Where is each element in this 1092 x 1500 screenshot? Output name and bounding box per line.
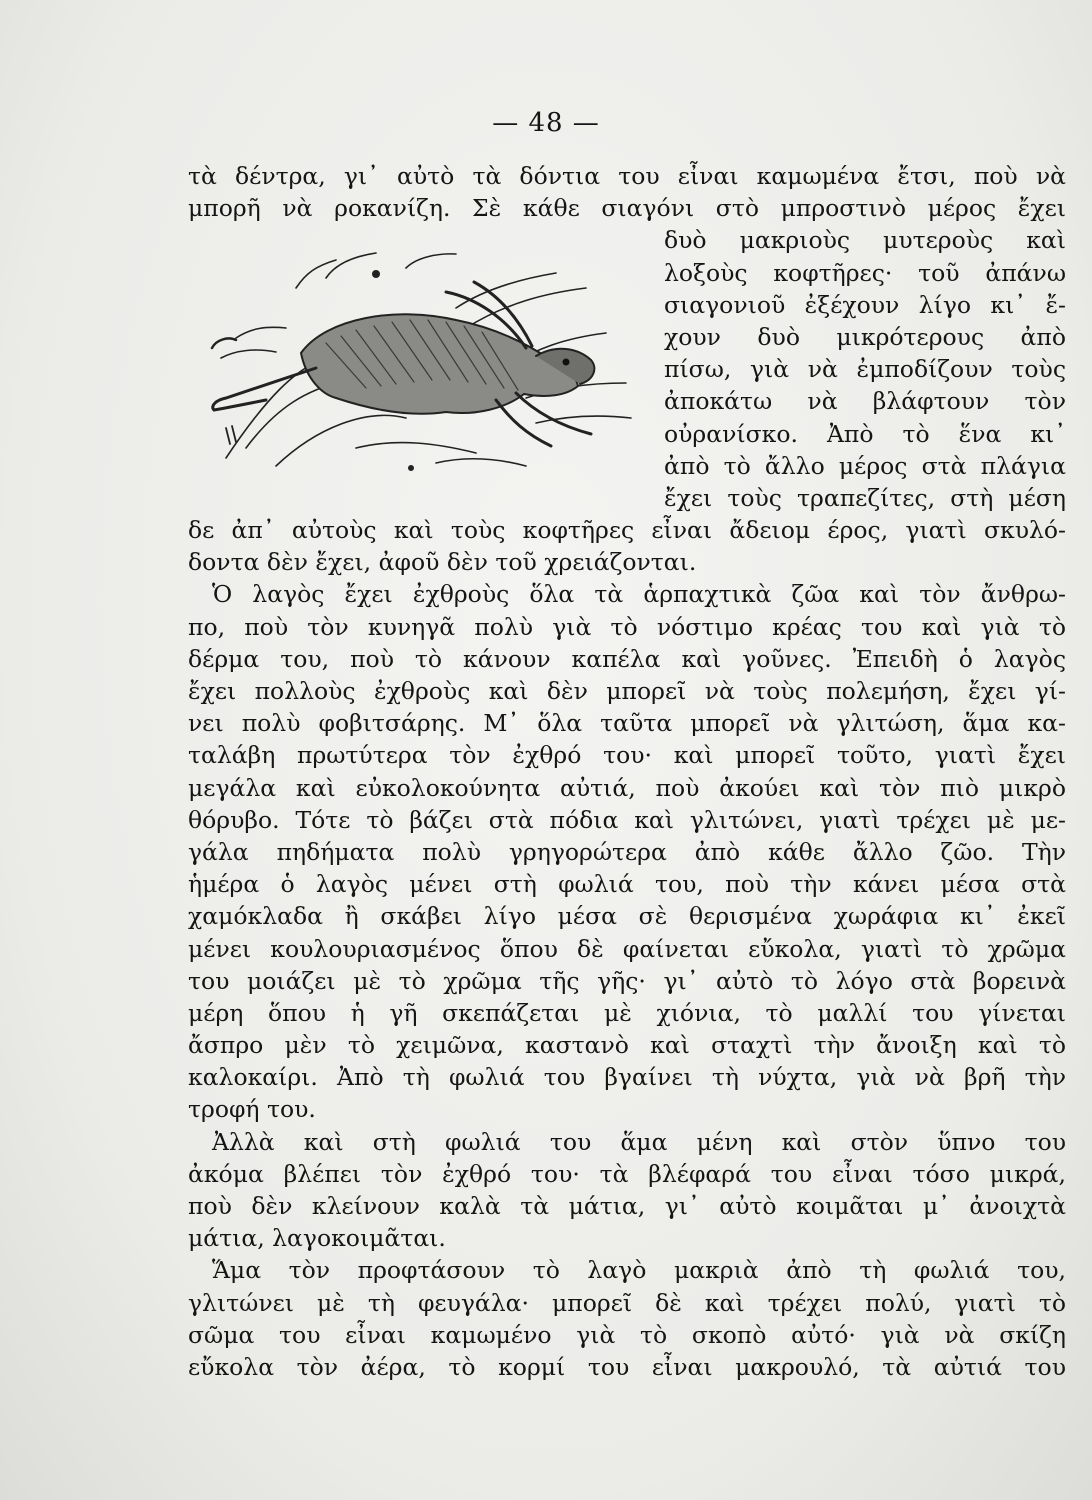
text-line: καλοκαίρι. Ἀπὸ τὴ φωλιά του βγαίνει τὴ νύχτα, γιὰ νὰ βρῆ τὴν: [188, 1063, 1066, 1092]
text-line: μέρη ὅπου ἡ γῆ σκεπάζεται μὲ χιόνια, τὸ μαλλί του γίνεται: [188, 998, 1066, 1027]
text-line: νει πολὺ φοβιτσάρης. Μ᾽ ὅλα ταῦτα μπορεῖ νὰ γλιτώση, ἅμα κα-: [188, 709, 1066, 738]
text-line: δέρμα του, ποὺ τὸ κάνουν καπέλα καὶ γοῦνες. Ἐπειδὴ ὁ λαγὸς: [188, 644, 1066, 673]
text-line: ἔχει πολλοὺς ἐχθροὺς καὶ δὲν μπορεῖ νὰ τοὺς πολεμήση, ἔχει γί-: [188, 677, 1066, 705]
text-line: Ὁ λαγὸς ἔχει ἐχθροὺς ὅλα τὰ ἁρπαχτικὰ ζῶα καὶ τὸν ἄνθρω-: [212, 580, 1066, 609]
page-number: — 48 —: [492, 108, 600, 138]
text-line: ποὺ δὲν κλείνουν καλὰ τὰ μάτια, γι᾽ αὐτὸ κοιμᾶται μ᾽ ἀνοιχτὰ: [188, 1192, 1066, 1220]
text-line: Ἅμα τὸν προφτάσουν τὸ λαγὸ μακριὰ ἀπὸ τὴ φωλιά του,: [212, 1256, 1066, 1285]
text-line: Ἀλλὰ καὶ στὴ φωλιά του ἅμα μένη καὶ στὸν ὕπνο του: [212, 1127, 1066, 1156]
text-line: μεγάλα καὶ εὐκολοκούνητα αὐτιά, ποὺ ἀκούει καὶ τὸν πιὸ μικρὸ: [188, 773, 1066, 802]
text-line: πο, ποὺ τὸν κυνηγᾶ πολὺ γιὰ τὸ νόστιμο κρέας του καὶ γιὰ τὸ: [188, 612, 1066, 641]
page-text: [188, 160, 1066, 1383]
text-line: γάλα πηδήματα πολὺ γρηγορώτερα ἀπὸ κάθε ἄλλο ζῶο. Τὴν: [188, 837, 1066, 866]
text-line: ἀπὸ τὸ ἄλλο μέρος στὰ πλάγια: [664, 451, 1066, 480]
text-line: μένει κουλουριασμένος ὅπου δὲ φαίνεται εὔκολα, γιατὶ τὸ χρῶμα: [188, 934, 1066, 963]
text-line: ἀποκάτω νὰ βλάφτουν τὸν: [664, 387, 1066, 416]
text-line: χαμόκλαδα ἢ σκάβει λίγο μέσα σὲ θερισμένα χωράφια κι᾽ ἐκεῖ: [188, 902, 1066, 931]
text-line: ἡμέρα ὁ λαγὸς μένει στὴ φωλιά του, ποὺ τὴν κάνει μέσα στὰ: [188, 870, 1066, 899]
text-line: μπορῆ νὰ ροκανίζη. Σὲ κάθε σιαγόνι στὸ μπροστινὸ μέρος ἔχει: [188, 194, 1066, 223]
text-line: σιαγονιοῦ ἐξέχουν λίγο κι᾽ ἔ-: [664, 290, 1066, 319]
text-line: οὐρανίσκο. Ἀπὸ τὸ ἕνα κι᾽: [664, 419, 1066, 448]
text-line: ἀκόμα βλέπει τὸν ἐχθρό του· τὰ βλέφαρά του εἶναι τόσο μικρά,: [188, 1159, 1066, 1188]
text-line: ἔχει τοὺς τραπεζίτες, στὴ μέση: [664, 483, 1066, 512]
text-line: δυὸ μακριοὺς μυτεροὺς καὶ: [664, 226, 1066, 255]
text-line: ταλάβη πρωτύτερα τὸν ἐχθρό του· καὶ μπορεῖ τοῦτο, γιατὶ ἔχει: [188, 741, 1066, 770]
text-line: ἄσπρο μὲν τὸ χειμῶνα, καστανὸ καὶ σταχτὶ τὴν ἄνοιξη καὶ τὸ: [188, 1031, 1066, 1060]
text-line: χουν δυὸ μικρότερους ἀπὸ: [664, 322, 1066, 351]
text-line: θόρυβο. Τότε τὸ βάζει στὰ πόδια καὶ γλιτώνει, γιατὶ τρέχει μὲ με-: [188, 805, 1066, 834]
text-line: τὰ δέντρα, γι᾽ αὐτὸ τὰ δόντια του εἶναι καμωμένα ἔτσι, ποὺ νὰ: [188, 162, 1066, 190]
text-line: του μοιάζει μὲ τὸ χρῶμα τῆς γῆς· γι᾽ αὐτὸ τὸ λόγο στὰ βορεινὰ: [188, 966, 1066, 995]
text-line: τροφή του.: [188, 1095, 316, 1124]
text-line: μάτια, λαγοκοιμᾶται.: [188, 1224, 446, 1253]
text-line: γλιτώνει μὲ τὴ φευγάλα· μπορεῖ δὲ καὶ τρέχει πολύ, γιατὶ τὸ: [188, 1288, 1066, 1317]
text-line: σῶμα του εἶναι καμωμένο γιὰ τὸ σκοπὸ αὐτό· γιὰ νὰ σκίζη: [188, 1320, 1066, 1349]
text-line: εὔκολα τὸν ἀέρα, τὸ κορμί του εἶναι μακρουλό, τὰ αὐτιά του: [188, 1352, 1066, 1381]
text-line: δοντα δὲν ἔχει, ἀφοῦ δὲν τοῦ χρειάζονται.: [188, 548, 697, 577]
text-line: δε ἀπ᾽ αὐτοὺς καὶ τοὺς κοφτῆρες εἶναι ἄδειομ έρος, γιατὶ σκυλό-: [188, 516, 1066, 545]
text-line: λοξοὺς κοφτῆρες· τοῦ ἀπάνω: [664, 258, 1066, 287]
text-line: πίσω, γιὰ νὰ ἐμποδίζουν τοὺς: [664, 355, 1066, 384]
